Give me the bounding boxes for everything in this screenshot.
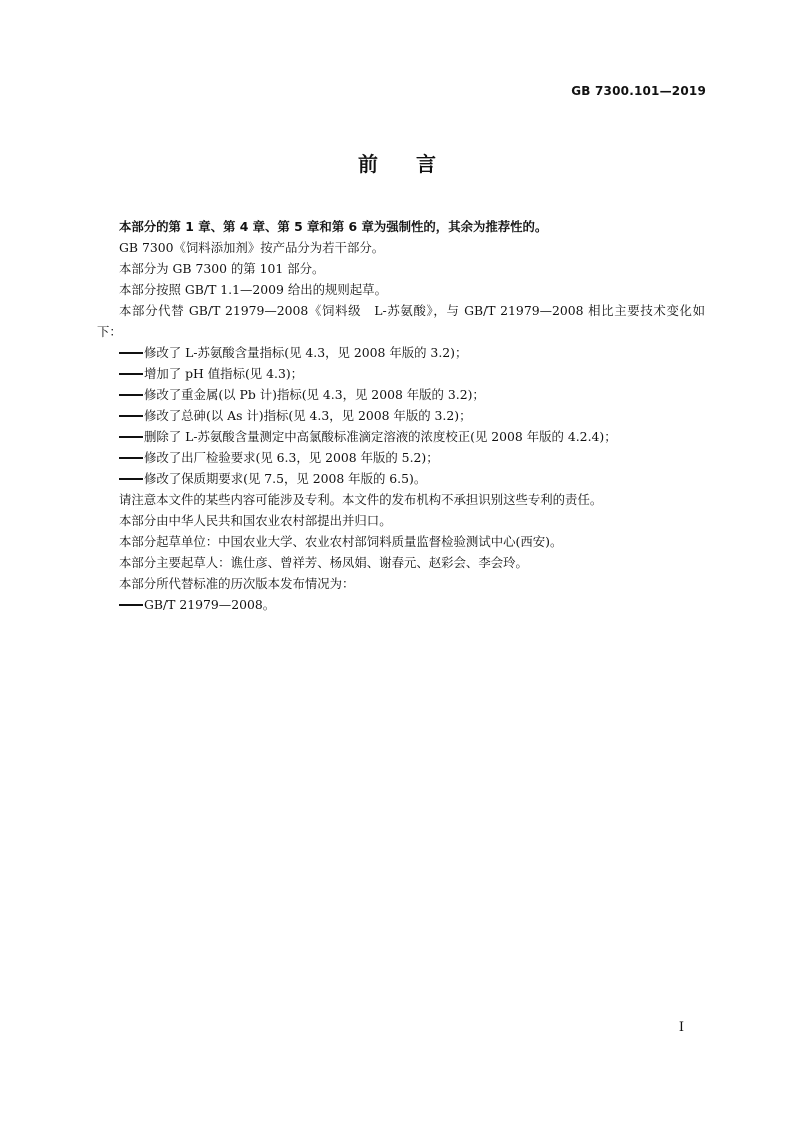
- list-item: [97, 363, 705, 384]
- dash-marker: [119, 478, 143, 480]
- history-text: GB/T 21979—2008。: [144, 597, 276, 612]
- list-item: [97, 447, 705, 468]
- change-text: 修改了 L-苏氨酸含量指标(见 4.3，见 2008 年版的 3.2)；: [144, 345, 468, 360]
- dash-marker: [119, 436, 143, 438]
- change-text: 修改了总砷(以 As 计)指标(见 4.3，见 2008 年版的 3.2)；: [144, 408, 472, 423]
- list-item: [97, 468, 705, 489]
- paragraph-drafting-units: 本部分起草单位：中国农业大学、农业农村部饲料质量监督检验测试中心(西安)。: [119, 534, 563, 549]
- list-item: [97, 426, 705, 447]
- change-text: 修改了出厂检验要求(见 6.3，见 2008 年版的 5.2)；: [144, 450, 439, 465]
- list-item: [97, 342, 705, 363]
- page-title: [0, 150, 794, 178]
- paragraph-proposer: 本部分由中华人民共和国农业农村部提出并归口。: [119, 513, 392, 528]
- paragraph-mandatory-chapters: 本部分的第 1 章、第 4 章、第 5 章和第 6 章为强制性的，其余为推荐性的。: [119, 219, 548, 234]
- dash-marker: [119, 457, 143, 459]
- dash-marker: [119, 415, 143, 417]
- paragraph-part-number: 本部分为 GB 7300 的第 101 部分。: [119, 261, 325, 276]
- paragraph-replacement: 本部分代替 GB/T 21979—2008《饲料级 L-苏氨酸》，与 GB/T 21979—2008 相比主要技术变化如下：: [97, 303, 705, 339]
- list-item: [97, 384, 705, 405]
- list-item: [97, 405, 705, 426]
- change-text: 删除了 L-苏氨酸含量测定中高氯酸标准滴定溶液的浓度校正(见 2008 年版的 4.2.4)；: [144, 429, 617, 444]
- dash-marker: [119, 373, 143, 375]
- list-item: [97, 594, 705, 615]
- paragraph-history-intro: 本部分所代替标准的历次版本发布情况为：: [119, 576, 355, 591]
- change-text: 修改了保质期要求(见 7.5，见 2008 年版的 6.5)。: [144, 471, 427, 486]
- dash-marker: [119, 352, 143, 354]
- change-text: 修改了重金属(以 Pb 计)指标(见 4.3，见 2008 年版的 3.2)；: [144, 387, 485, 402]
- change-text: 增加了 pH 值指标(见 4.3)；: [144, 366, 304, 381]
- page-number: I: [678, 1020, 684, 1035]
- standard-code: GB 7300.101—2019: [571, 84, 706, 98]
- paragraph-drafting-rules: 本部分按照 GB/T 1.1—2009 给出的规则起草。: [119, 282, 387, 297]
- paragraph-series: GB 7300《饲料添加剂》按产品分为若干部分。: [119, 240, 385, 255]
- paragraph-drafters: 本部分主要起草人：谯仕彦、曾祥芳、杨凤娟、谢春元、赵彩会、李会玲。: [119, 555, 528, 570]
- paragraph-patent-notice: 请注意本文件的某些内容可能涉及专利。本文件的发布机构不承担识别这些专利的责任。: [119, 492, 603, 507]
- dash-marker: [119, 394, 143, 396]
- foreword-body: [97, 216, 705, 615]
- title-char-1: 前: [358, 152, 378, 176]
- dash-marker: [119, 604, 143, 606]
- title-char-2: 言: [416, 152, 436, 176]
